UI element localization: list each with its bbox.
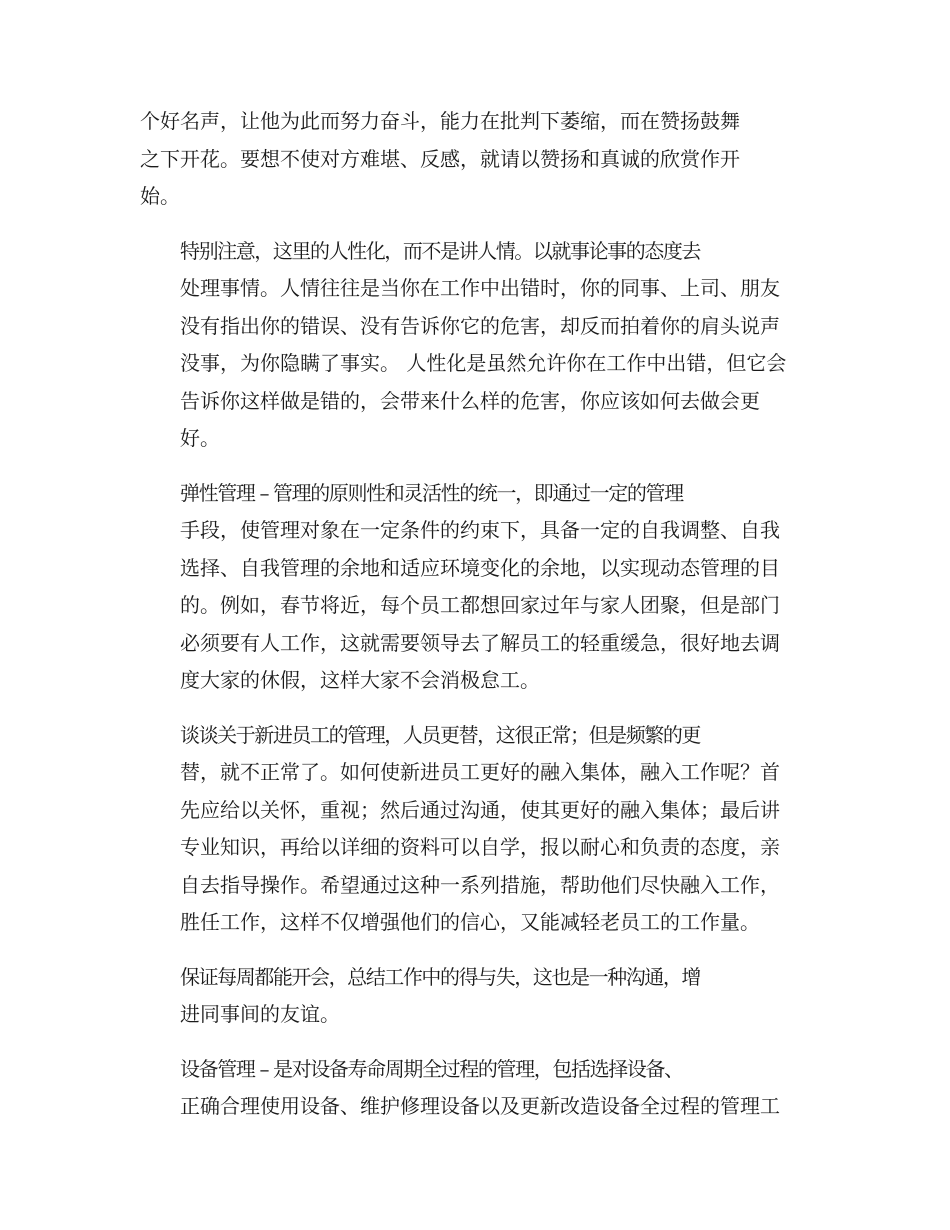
text-line: 之下开花。要想不使对方难堪、反感，就请以赞扬和真诚的欣赏作开 <box>140 146 740 171</box>
text-line: 弹性管理 – 管理的原则性和灵活性的统一，即通过一定的管理 <box>180 480 683 505</box>
text-line: 没事，为你隐瞒了事实。 人性化是虽然允许你在工作中出错，但它会 <box>180 351 787 375</box>
text-line: 设备管理 – 是对设备寿命周期全过程的管理，包括选择设备、 <box>180 1056 683 1081</box>
text-line: 先应给以关怀，重视；然后通过沟通，使其更好的融入集体；最后讲 <box>180 797 780 822</box>
text-line: 没有指出你的错误、没有告诉你它的危害，却反而拍着你的肩头说声 <box>180 313 780 338</box>
text-line: 必须要有人工作，这就需要领导去了解员工的轻重缓急，很好地去调 <box>180 630 780 655</box>
text-line: 告诉你这样做是错的，会带来什么样的危害，你应该如何去做会更 <box>180 388 760 413</box>
paragraph <box>140 1051 812 1126</box>
text-line: 谈谈关于新进员工的管理，人员更替，这很正常；但是频繁的更 <box>180 722 700 747</box>
text-line: 手段，使管理对象在一定条件的约束下，具备一定的自我调整、自我 <box>180 518 780 542</box>
text-line: 的。例如，春节将近，每个员工都想回家过年与家人团聚，但是部门 <box>180 593 780 617</box>
paragraph <box>140 103 812 216</box>
text-line: 选择、自我管理的余地和适应环境变化的余地，以实现动态管理的目 <box>180 555 780 580</box>
text-line: 专业知识，再给以详细的资料可以自学，报以耐心和负责的态度，亲 <box>180 835 780 859</box>
paragraph <box>140 717 812 942</box>
text-line: 进同事间的友谊。 <box>180 1002 340 1026</box>
text-line: 保证每周都能开会，总结工作中的得与失，这也是一种沟通，增 <box>180 964 700 989</box>
text-line: 胜任工作，这样不仅增强他们的信心，又能减轻老员工的工作量。 <box>180 910 760 934</box>
text-line: 替，就不正常了。如何使新进员工更好的融入集体，融入工作呢？首 <box>180 760 780 784</box>
text-line: 处理事情。人情往往是当你在工作中出错时，你的同事、上司、朋友 <box>180 276 780 300</box>
paragraph <box>140 475 812 700</box>
text-line: 自去指导操作。希望通过这种一系列措施，帮助他们尽快融入工作， <box>180 872 780 897</box>
paragraph <box>140 959 812 1034</box>
text-line: 好。 <box>180 426 220 450</box>
text-line: 正确合理使用设备、维护修理设备以及更新改造设备全过程的管理工 <box>180 1094 780 1118</box>
document-body <box>140 103 812 1143</box>
text-line: 个好名声，让他为此而努力奋斗，能力在批判下萎缩，而在赞扬鼓舞 <box>140 109 740 133</box>
text-line: 度大家的休假，这样大家不会消极怠工。 <box>180 668 540 692</box>
paragraph <box>140 233 812 458</box>
text-line: 始。 <box>140 184 180 208</box>
text-line: 特别注意，这里的人性化，而不是讲人情。以就事论事的态度去 <box>180 238 700 263</box>
